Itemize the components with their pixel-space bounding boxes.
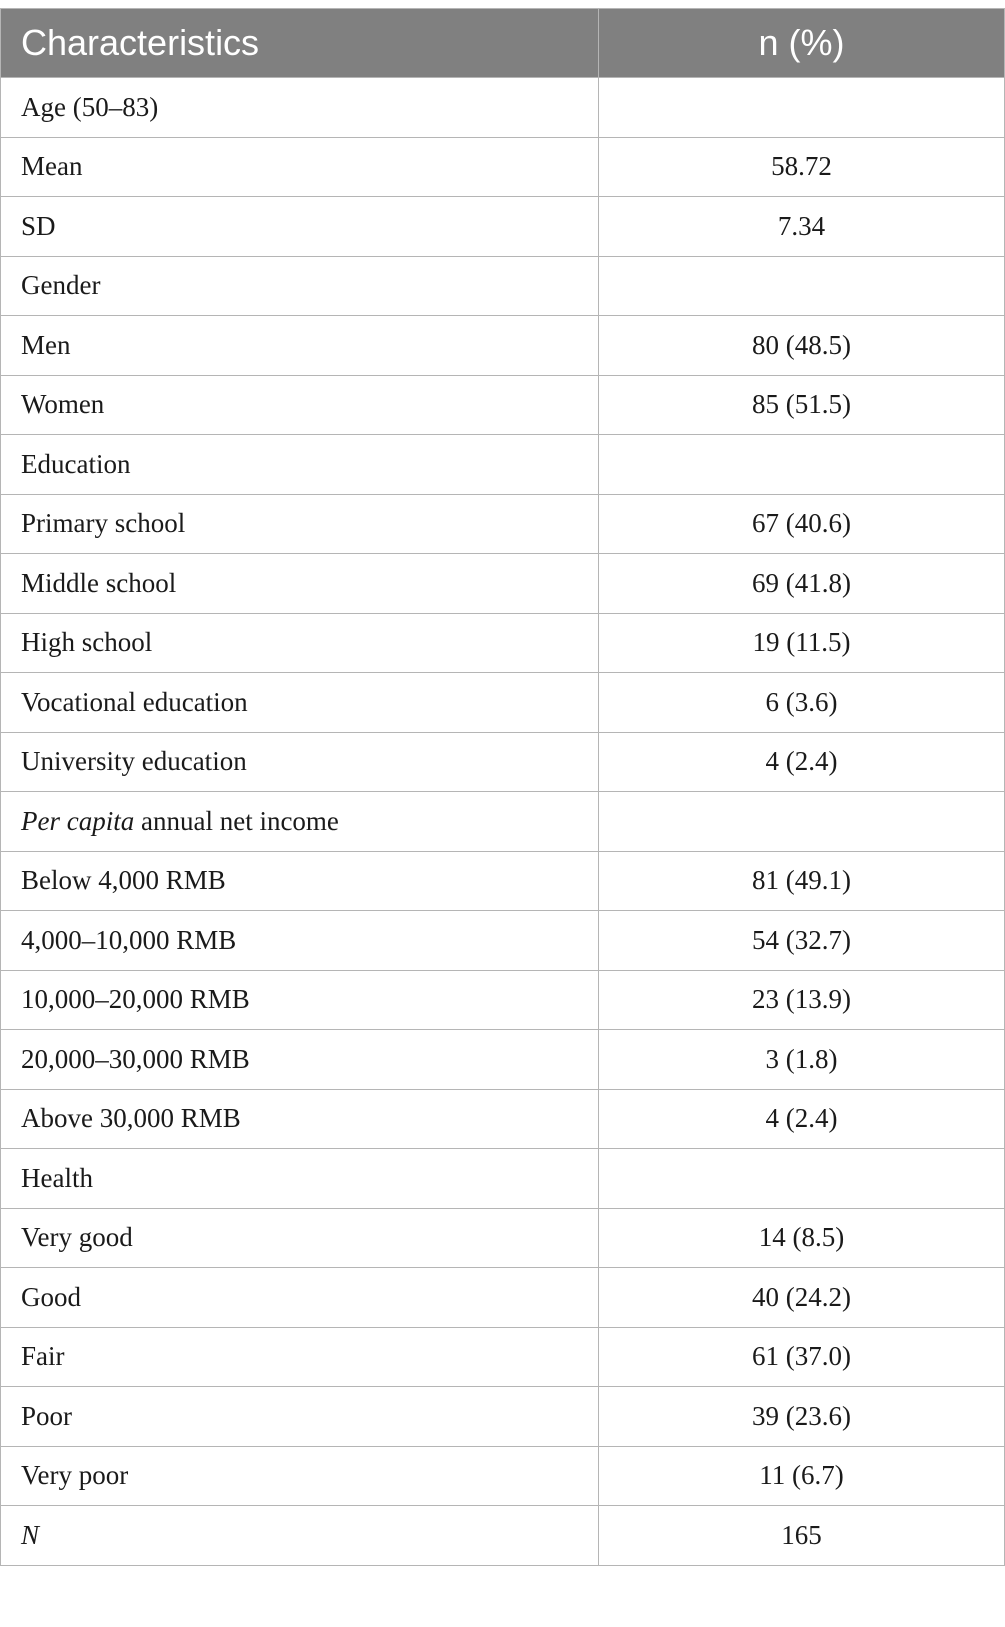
row-label: Below 4,000 RMB <box>21 865 226 896</box>
row-value-cell: 61 (37.0) <box>599 1327 1005 1387</box>
table-row <box>1 1030 1005 1090</box>
row-label-cell <box>1 911 599 971</box>
row-label: annual net income <box>134 805 339 836</box>
table-row <box>1 1089 1005 1149</box>
table-body <box>1 78 1005 1566</box>
row-value-cell: 85 (51.5) <box>599 375 1005 435</box>
row-label-cell <box>1 1387 599 1447</box>
table-row <box>1 1446 1005 1506</box>
row-label-cell <box>1 554 599 614</box>
header-characteristics: Characteristics <box>1 9 599 78</box>
characteristics-table <box>0 8 1005 1566</box>
row-value-cell: 67 (40.6) <box>599 494 1005 554</box>
table-row <box>1 1327 1005 1387</box>
row-value-cell: 4 (2.4) <box>599 1089 1005 1149</box>
table-row <box>1 732 1005 792</box>
row-value-cell: 19 (11.5) <box>599 613 1005 673</box>
row-value-cell: 81 (49.1) <box>599 851 1005 911</box>
row-value-cell: 40 (24.2) <box>599 1268 1005 1328</box>
row-label-italic: Per capita <box>21 805 135 836</box>
table-row <box>1 1208 1005 1268</box>
row-value-cell <box>599 435 1005 495</box>
table-row <box>1 1149 1005 1209</box>
table-row <box>1 375 1005 435</box>
table-row <box>1 494 1005 554</box>
row-label-cell <box>1 1268 599 1328</box>
row-value-cell: 39 (23.6) <box>599 1387 1005 1447</box>
row-label-italic: N <box>21 1519 40 1550</box>
row-label: Very good <box>21 1222 133 1253</box>
row-label: Middle school <box>21 567 177 598</box>
row-label: High school <box>21 627 153 658</box>
row-label: Poor <box>21 1400 73 1431</box>
row-value-cell: 7.34 <box>599 197 1005 257</box>
table-row <box>1 316 1005 376</box>
row-label: Fair <box>21 1341 65 1372</box>
row-label-cell <box>1 1446 599 1506</box>
table-row <box>1 78 1005 138</box>
row-value-cell <box>599 256 1005 316</box>
row-label: Vocational education <box>21 686 248 717</box>
row-label: Age (50–83) <box>21 91 159 122</box>
header-n-percent: n (%) <box>599 9 1005 78</box>
table-row <box>1 613 1005 673</box>
row-label: Health <box>21 1162 93 1193</box>
table-row <box>1 435 1005 495</box>
row-label-cell <box>1 1030 599 1090</box>
row-label: Gender <box>21 270 101 301</box>
characteristics-table-container <box>0 8 1004 1566</box>
row-value-cell: 11 (6.7) <box>599 1446 1005 1506</box>
row-value-cell: 3 (1.8) <box>599 1030 1005 1090</box>
row-label: Education <box>21 448 131 479</box>
table-row <box>1 673 1005 733</box>
table-row <box>1 137 1005 197</box>
row-value-cell: 58.72 <box>599 137 1005 197</box>
row-label: Mean <box>21 151 83 182</box>
table-row <box>1 970 1005 1030</box>
row-label-cell <box>1 732 599 792</box>
row-label-cell <box>1 1506 599 1566</box>
header-row <box>1 9 1005 78</box>
row-value-cell: 6 (3.6) <box>599 673 1005 733</box>
row-label-cell <box>1 256 599 316</box>
row-label-cell <box>1 1327 599 1387</box>
row-label: Women <box>21 389 105 420</box>
row-label-cell <box>1 851 599 911</box>
row-label-cell <box>1 435 599 495</box>
table-row <box>1 1387 1005 1447</box>
table-row <box>1 1268 1005 1328</box>
row-value-cell <box>599 78 1005 138</box>
row-label: University education <box>21 746 247 777</box>
row-label-cell <box>1 137 599 197</box>
row-label-cell <box>1 375 599 435</box>
row-label: Above 30,000 RMB <box>21 1103 241 1134</box>
row-value-cell: 4 (2.4) <box>599 732 1005 792</box>
row-label: Primary school <box>21 508 186 539</box>
row-label-cell <box>1 494 599 554</box>
row-value-cell: 23 (13.9) <box>599 970 1005 1030</box>
row-value-cell: 54 (32.7) <box>599 911 1005 971</box>
row-label-cell <box>1 1149 599 1209</box>
row-label-cell <box>1 792 599 852</box>
row-value-cell: 165 <box>599 1506 1005 1566</box>
row-label: Men <box>21 329 71 360</box>
row-label-cell <box>1 78 599 138</box>
row-value-cell <box>599 1149 1005 1209</box>
row-label-cell <box>1 673 599 733</box>
row-label: 4,000–10,000 RMB <box>21 924 237 955</box>
row-label: Very poor <box>21 1460 129 1491</box>
row-value-cell: 69 (41.8) <box>599 554 1005 614</box>
row-label: 20,000–30,000 RMB <box>21 1043 250 1074</box>
row-value-cell <box>599 792 1005 852</box>
row-label-cell <box>1 970 599 1030</box>
table-header <box>1 9 1005 78</box>
table-row <box>1 554 1005 614</box>
row-label: Good <box>21 1281 81 1312</box>
table-row <box>1 256 1005 316</box>
row-label-cell <box>1 613 599 673</box>
table-row <box>1 792 1005 852</box>
row-label-cell <box>1 316 599 376</box>
table-row <box>1 197 1005 257</box>
row-label: 10,000–20,000 RMB <box>21 984 250 1015</box>
row-label-cell <box>1 197 599 257</box>
table-row <box>1 851 1005 911</box>
table-row <box>1 1506 1005 1566</box>
row-value-cell: 80 (48.5) <box>599 316 1005 376</box>
row-label-cell <box>1 1089 599 1149</box>
table-row <box>1 911 1005 971</box>
row-label-cell <box>1 1208 599 1268</box>
row-value-cell: 14 (8.5) <box>599 1208 1005 1268</box>
row-label: SD <box>21 210 56 241</box>
